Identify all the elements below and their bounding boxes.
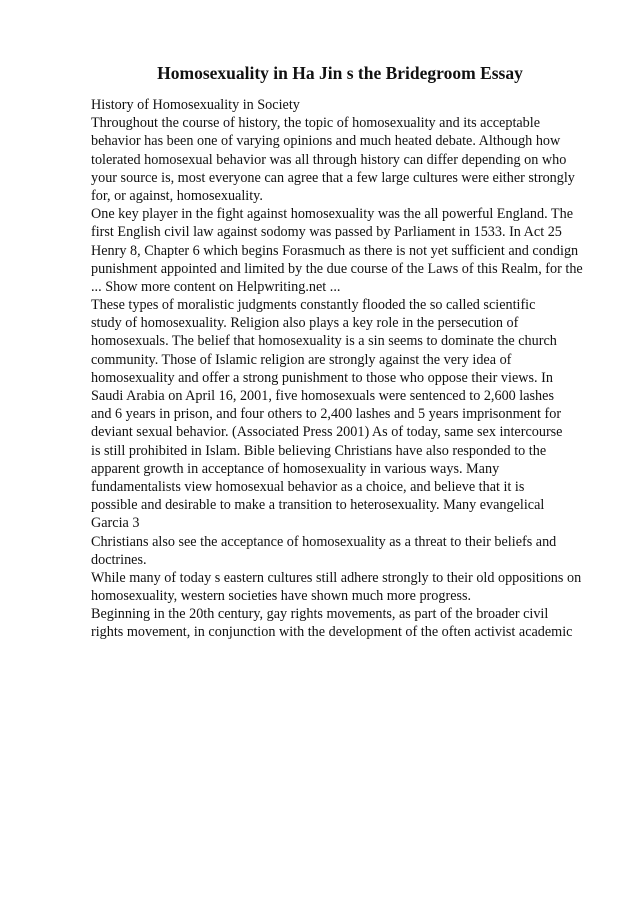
text-line: for, or against, homosexuality. (91, 187, 263, 204)
text-line: Saudi Arabia on April 16, 2001, five homosexuals were sentenced to 2,600 lashes (91, 388, 554, 404)
text-line: These types of moralistic judgments constantly flooded the so called scientific (91, 297, 536, 314)
text-line: tolerated homosexual behavior was all through history can differ depending on who (91, 151, 567, 168)
text-line: and 6 years in prison, and four others to 2,400 lashes and 5 years imprisonment for (91, 406, 562, 423)
text-line: deviant sexual behavior. (Associated Press 2001) As of today, same sex intercourse (91, 424, 563, 441)
text-line: Henry 8, Chapter 6 which begins Forasmuch as there is not yet sufficient and condign (91, 242, 579, 259)
text-line: While many of today s eastern cultures still adhere strongly to their old oppositions on (91, 569, 582, 586)
text-line: first English civil law against sodomy was passed by Parliament in 1533. In Act 25 (91, 224, 562, 241)
text-line: community. Those of Islamic religion are strongly against the very idea of (91, 351, 512, 368)
document-body (91, 96, 631, 642)
text-line: is still prohibited in Islam. Bible believing Christians have also responded to the (91, 442, 547, 459)
text-line: behavior has been one of varying opinions and much heated debate. Although how (91, 133, 561, 150)
text-line: Beginning in the 20th century, gay rights movements, as part of the broader civil (91, 606, 549, 623)
text-line: rights movement, in conjunction with the development of the often activist academic (91, 624, 573, 641)
text-line: possible and desirable to make a transition to heterosexuality. Many evangelical (91, 497, 545, 514)
text-line: Throughout the course of history, the topic of homosexuality and its acceptable (91, 115, 541, 132)
show-more-line: ... Show more content on Helpwriting.net ... (91, 278, 341, 295)
text-line: homosexuals. The belief that homosexuality is a sin seems to dominate the church (91, 333, 557, 350)
text-line: One key player in the fight against homosexuality was the all powerful England. The (91, 206, 573, 223)
text-line: fundamentalists view homosexual behavior as a choice, and believe that it is (91, 478, 525, 495)
page-marker-line: Garcia 3 (91, 515, 140, 532)
text-line: apparent growth in acceptance of homosexuality in various ways. Many (91, 460, 500, 477)
text-line: your source is, most everyone can agree that a few large cultures were either strongly (91, 169, 575, 186)
document-title: Homosexuality in Ha Jin s the Bridegroom Essay (157, 63, 523, 83)
text-line: homosexuality and offer a strong punishment to those who oppose their views. In (91, 369, 553, 386)
text-line: punishment appointed and limited by the due course of the Laws of this Realm, for the (91, 260, 583, 277)
text-line: homosexuality, western societies have shown much more progress. (91, 588, 472, 605)
text-line: Christians also see the acceptance of homosexuality as a threat to their beliefs and (91, 533, 557, 550)
text-line: study of homosexuality. Religion also plays a key role in the persecution of (91, 315, 519, 332)
text-line: doctrines. (91, 551, 147, 568)
text-line: History of Homosexuality in Society (91, 97, 300, 113)
